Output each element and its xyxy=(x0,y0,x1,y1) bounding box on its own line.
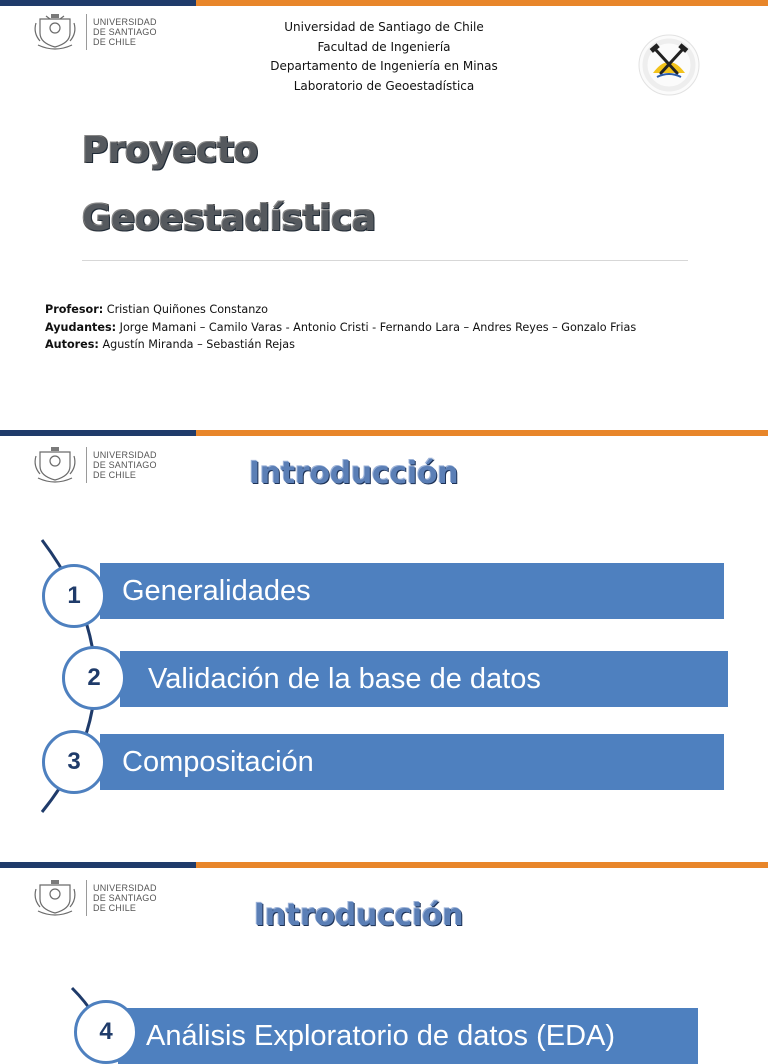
slide-title: Introducción xyxy=(254,898,464,933)
logo-line: DE SANTIAGO xyxy=(93,27,157,37)
logo-line: UNIVERSIDAD xyxy=(93,17,157,27)
profesor-label: Profesor: xyxy=(45,303,104,316)
header-line: Laboratorio de Geoestadística xyxy=(293,78,475,93)
slide-introduction-1 xyxy=(0,430,768,860)
header-line: Facultad de Ingeniería xyxy=(317,39,451,54)
credits-block xyxy=(45,301,636,354)
university-crest-icon xyxy=(32,879,78,917)
list-item-bar xyxy=(120,651,728,707)
title-line-1: Proyecto xyxy=(82,130,259,171)
title-divider xyxy=(82,260,688,261)
logo-line: UNIVERSIDAD xyxy=(93,450,157,460)
list-item-number: 1 xyxy=(42,564,106,628)
list-item-bar xyxy=(100,734,724,790)
autores-line xyxy=(45,336,636,354)
list-item-number: 2 xyxy=(62,646,126,710)
header-line: Universidad de Santiago de Chile xyxy=(284,20,484,34)
logo-line: UNIVERSIDAD xyxy=(93,883,157,893)
slide-introduction-2 xyxy=(0,862,768,1052)
list-item-number: 3 xyxy=(42,730,106,794)
slide-title xyxy=(0,0,768,428)
ayudantes-value: Jorge Mamani – Camilo Varas - Antonio Cristi - Fernando Lara – Andres Reyes – Gonzalo Frias xyxy=(116,320,637,334)
profesor-value: Cristian Quiñones Constanzo xyxy=(103,303,269,316)
mining-lab-logo-icon xyxy=(637,33,701,97)
list-item-label: Validación de la base de datos xyxy=(148,663,541,695)
list-item-bar xyxy=(118,1008,698,1064)
slide-top-bar xyxy=(0,430,768,436)
university-logo xyxy=(32,446,157,484)
profesor-line xyxy=(45,301,636,319)
header-line: Departamento de Ingeniería en Minas xyxy=(270,59,498,73)
logo-line: DE CHILE xyxy=(93,470,137,480)
autores-label: Autores: xyxy=(45,338,99,351)
slide-top-bar xyxy=(0,0,768,6)
list-item-label: Análisis Exploratorio de datos (EDA) xyxy=(146,1020,616,1052)
autores-value: Agustín Miranda – Sebastián Rejas xyxy=(98,338,295,351)
list-item-label: Generalidades xyxy=(122,575,311,607)
list-item-bar xyxy=(100,563,724,619)
slide-top-bar xyxy=(0,862,768,868)
ayudantes-label: Ayudantes: xyxy=(45,320,117,334)
slide-title: Introducción xyxy=(249,456,459,491)
logo-line: DE CHILE xyxy=(93,37,137,47)
ayudantes-line xyxy=(45,319,636,337)
list-item-number: 4 xyxy=(74,1000,138,1064)
list-item-label: Compositación xyxy=(122,746,314,778)
logo-line: DE SANTIAGO xyxy=(93,893,157,903)
logo-line: DE SANTIAGO xyxy=(93,460,157,470)
logo-line: DE CHILE xyxy=(93,903,137,913)
university-crest-icon xyxy=(32,446,78,484)
university-logo xyxy=(32,879,157,917)
title-line-2: Geoestadística xyxy=(82,198,376,239)
